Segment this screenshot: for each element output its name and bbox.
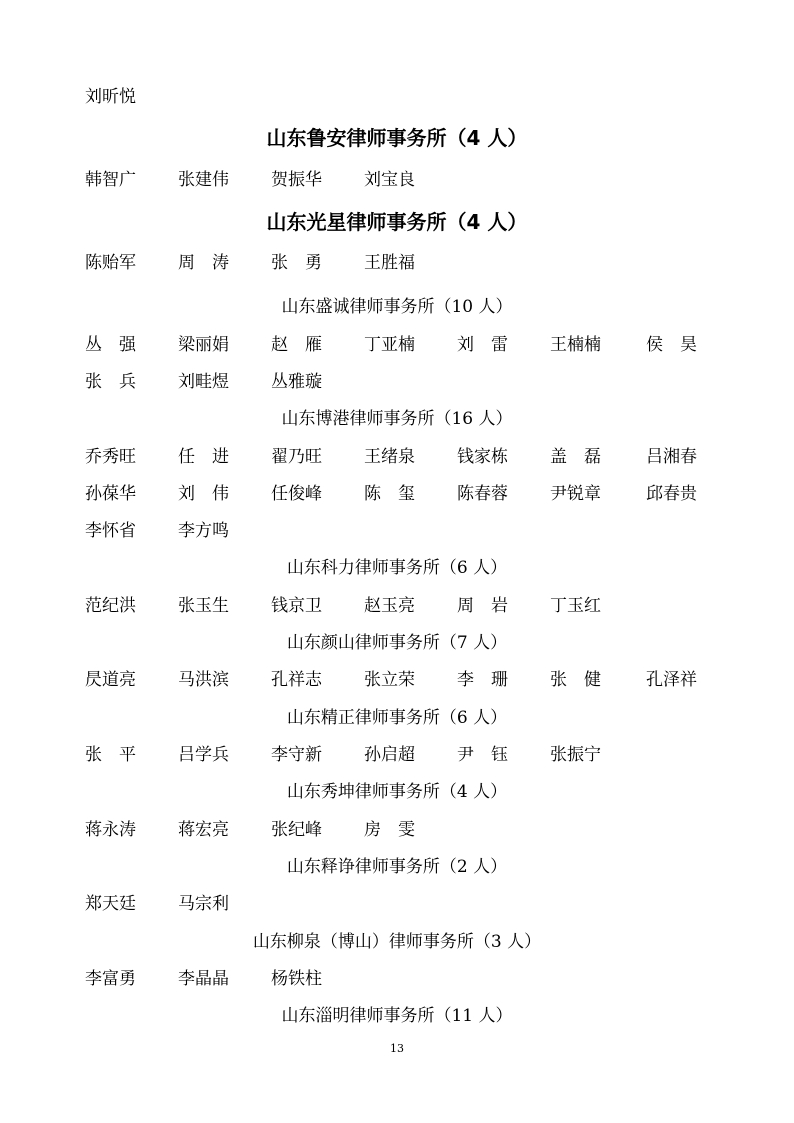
page-number: 13	[390, 1042, 404, 1055]
lawyer-name: 赵玉亮	[364, 596, 415, 616]
lawyer-name: 杨铁柱	[271, 969, 322, 989]
lawyer-name: 吕学兵	[178, 745, 229, 765]
lawyer-name: 丛雅璇	[271, 372, 322, 392]
name-row	[0, 591, 794, 621]
lawyer-name: 丛 强	[85, 335, 136, 355]
name-row	[0, 330, 794, 360]
lawyer-name: 钱家栋	[457, 447, 508, 467]
lawyer-name: 张 勇	[271, 253, 322, 273]
lawyer-name: 昃道亮	[85, 670, 136, 690]
name-row	[0, 964, 794, 994]
lawyer-name: 周 涛	[178, 253, 229, 273]
lawyer-name: 赵 雁	[271, 335, 322, 355]
lawyer-name: 刘 雷	[457, 335, 508, 355]
lawyer-name: 贺振华	[271, 170, 322, 190]
lawyer-name: 蒋宏亮	[178, 820, 229, 840]
lawyer-name: 孔祥志	[271, 670, 322, 690]
name-row	[0, 367, 794, 397]
lawyer-name: 韩智广	[85, 170, 136, 190]
name-row	[0, 82, 794, 112]
name-row	[0, 815, 794, 845]
firm-heading: 山东精正律师事务所（6 人）	[286, 708, 508, 728]
lawyer-name: 张 兵	[85, 372, 136, 392]
lawyer-name: 王胜福	[364, 253, 415, 273]
lawyer-name: 刘昕悦	[85, 87, 136, 107]
lawyer-name: 李方鸣	[178, 521, 229, 541]
lawyer-name: 张振宁	[550, 745, 601, 765]
lawyer-name: 张立荣	[364, 670, 415, 690]
lawyer-name: 任 进	[178, 447, 229, 467]
name-row	[0, 889, 794, 919]
lawyer-name: 钱京卫	[271, 596, 322, 616]
lawyer-name: 邱春贵	[646, 484, 697, 504]
lawyer-name: 李晶晶	[178, 969, 229, 989]
lawyer-name: 李 珊	[457, 670, 508, 690]
lawyer-name: 郑天廷	[85, 894, 136, 914]
firm-heading: 山东秀坤律师事务所（4 人）	[286, 782, 508, 802]
firm-heading: 山东盛诚律师事务所（10 人）	[281, 297, 513, 317]
lawyer-name: 吕湘春	[646, 447, 697, 467]
firm-heading: 山东鲁安律师事务所（4 人）	[266, 126, 528, 150]
lawyer-name: 尹 钰	[457, 745, 508, 765]
lawyer-name: 刘畦煜	[178, 372, 229, 392]
lawyer-name: 王绪泉	[364, 447, 415, 467]
lawyer-name: 丁玉红	[550, 596, 601, 616]
lawyer-name: 陈 玺	[364, 484, 415, 504]
lawyer-name: 梁丽娟	[178, 335, 229, 355]
lawyer-name: 范纪洪	[85, 596, 136, 616]
lawyer-name: 孔泽祥	[646, 670, 697, 690]
firm-heading: 山东释诤律师事务所（2 人）	[286, 857, 508, 877]
name-row	[0, 248, 794, 278]
lawyer-name: 房 雯	[364, 820, 415, 840]
lawyer-name: 张纪峰	[271, 820, 322, 840]
lawyer-name: 李富勇	[85, 969, 136, 989]
firm-heading: 山东颜山律师事务所（7 人）	[286, 633, 508, 653]
lawyer-name: 陈春蓉	[457, 484, 508, 504]
lawyer-name: 任俊峰	[271, 484, 322, 504]
lawyer-name: 侯 昊	[646, 335, 697, 355]
name-row	[0, 479, 794, 509]
firm-heading: 山东科力律师事务所（6 人）	[286, 558, 508, 578]
lawyer-name: 盖 磊	[550, 447, 601, 467]
name-row	[0, 442, 794, 472]
name-row	[0, 165, 794, 195]
lawyer-name: 刘宝良	[364, 170, 415, 190]
lawyer-name: 张建伟	[178, 170, 229, 190]
firm-heading: 山东博港律师事务所（16 人）	[281, 409, 513, 429]
firm-heading: 山东淄明律师事务所（11 人）	[281, 1006, 513, 1026]
lawyer-name: 蒋永涛	[85, 820, 136, 840]
lawyer-name: 张 平	[85, 745, 136, 765]
lawyer-name: 马宗利	[178, 894, 229, 914]
lawyer-name: 张 健	[550, 670, 601, 690]
lawyer-name: 李守新	[271, 745, 322, 765]
lawyer-name: 尹锐章	[550, 484, 601, 504]
lawyer-name: 孙启超	[364, 745, 415, 765]
lawyer-name: 丁亚楠	[364, 335, 415, 355]
lawyer-name: 张玉生	[178, 596, 229, 616]
lawyer-name: 孙葆华	[85, 484, 136, 504]
lawyer-name: 马洪滨	[178, 670, 229, 690]
lawyer-name: 周 岩	[457, 596, 508, 616]
lawyer-name: 乔秀旺	[85, 447, 136, 467]
name-row	[0, 665, 794, 695]
lawyer-name: 翟乃旺	[271, 447, 322, 467]
lawyer-name: 王楠楠	[550, 335, 601, 355]
firm-heading: 山东光星律师事务所（4 人）	[266, 210, 528, 234]
firm-heading: 山东柳泉（博山）律师事务所（3 人）	[252, 932, 542, 952]
name-row	[0, 740, 794, 770]
lawyer-name: 陈贻军	[85, 253, 136, 273]
name-row	[0, 516, 794, 546]
lawyer-name: 刘 伟	[178, 484, 229, 504]
lawyer-name: 李怀省	[85, 521, 136, 541]
